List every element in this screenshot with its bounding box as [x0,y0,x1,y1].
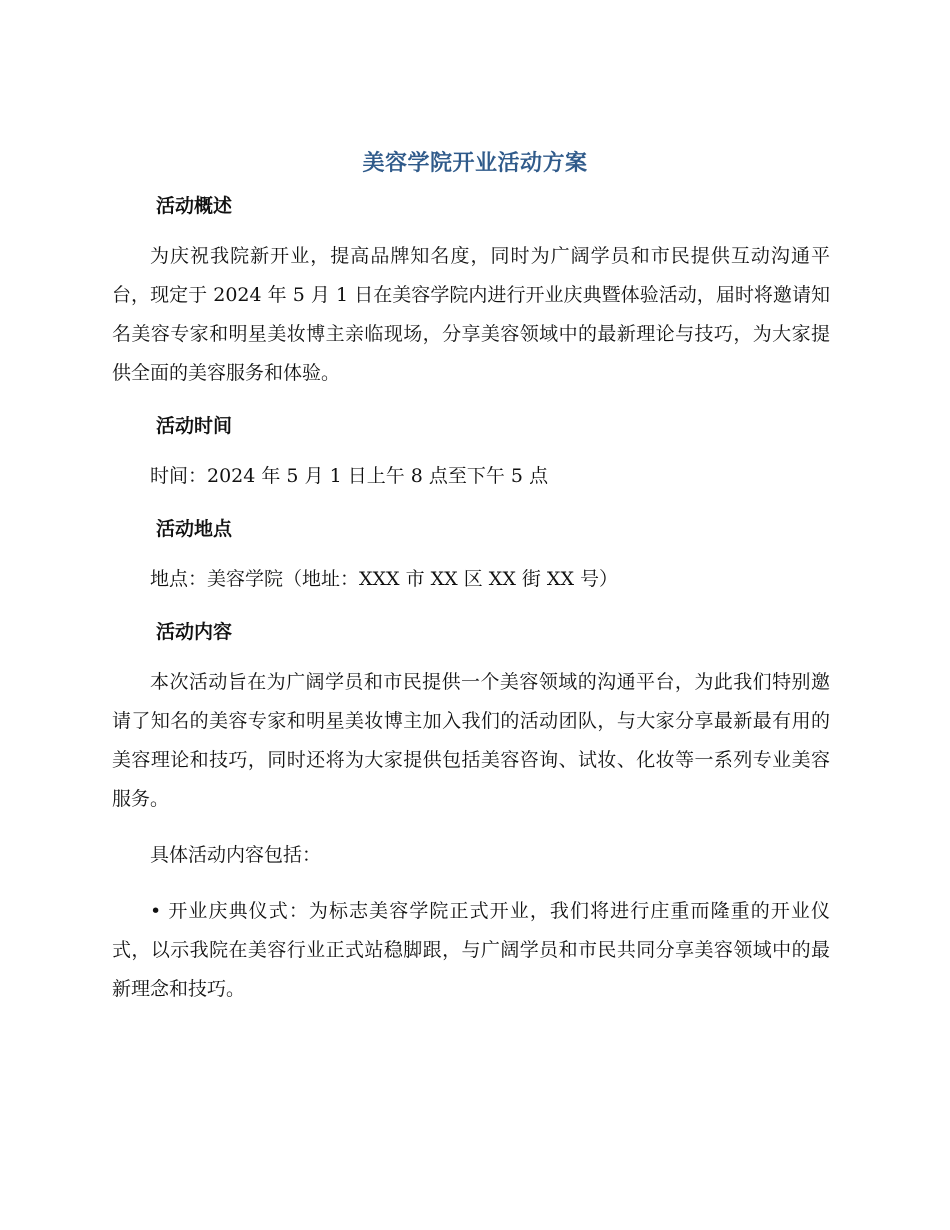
section-heading-content: 活动内容 [156,621,233,643]
spacer [112,496,830,512]
paragraph-location: 地点：美容学院（地址：XXX 市 XX 区 XX 街 XX 号） [150,568,619,590]
section-heading-overview: 活动概述 [156,195,233,217]
spacer [112,546,830,560]
spacer [112,819,830,836]
spacer [112,875,830,892]
spacer [112,649,830,663]
document-body [112,189,830,1009]
paragraph-content-ceremony: • 开业庆典仪式：为标志美容学院正式开业，我们将进行庄重而隆重的开业仪式，以示我院在美容行业正式站稳脚跟，与广阔学员和市民共同分享美容领域中的最新理念和技巧。 [112,900,830,1000]
paragraph-content-intro: 本次活动旨在为广阔学员和市民提供一个美容领域的沟通平台，为此我们特别邀请了知名的美容专家和明星美妆博主加入我们的活动团队，与大家分享最新最有用的美容理论和技巧，同时还将为大家提供包括美容咨询、试妆、化妆等一系列专业美容服务。 [112,671,830,810]
section-heading-time: 活动时间 [156,415,233,437]
paragraph-time: 时间：2024 年 5 月 1 日上午 8 点至下午 5 点 [150,465,549,487]
paragraph-content-list-intro: 具体活动内容包括： [150,844,322,866]
spacer [112,393,830,409]
section-heading-location: 活动地点 [156,518,233,540]
paragraph-overview: 为庆祝我院新开业，提高品牌知名度，同时为广阔学员和市民提供互动沟通平台，现定于 2024 年 5 月 1 日在美容学院内进行开业庆典暨体验活动，届时将邀请知名美容专家和明星美妆博主亲临现场，分享美容领域中的最新理论与技巧，为大家提供全面的美容服务和体验。 [112,245,830,384]
spacer [112,223,830,237]
spacer [112,443,830,457]
document-title: 美容学院开业活动方案 [362,151,588,176]
spacer [112,599,830,615]
